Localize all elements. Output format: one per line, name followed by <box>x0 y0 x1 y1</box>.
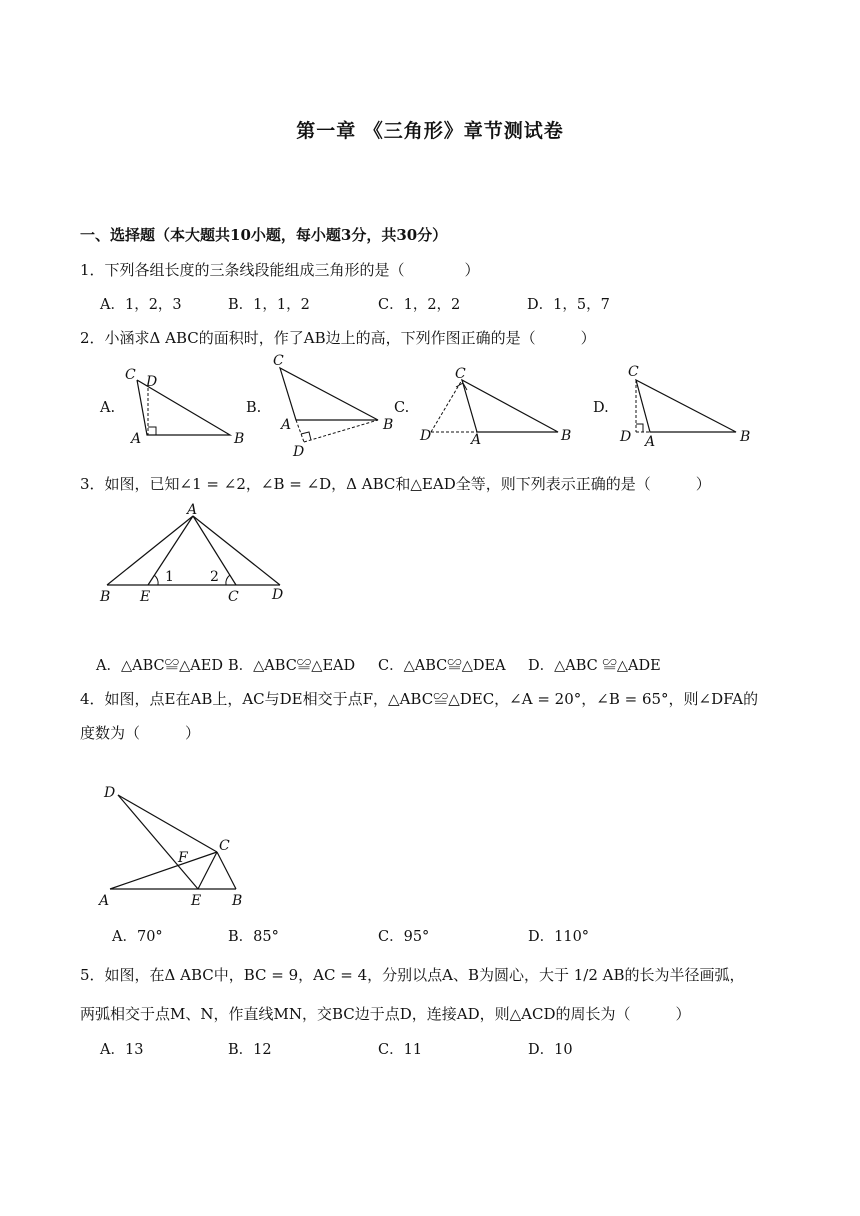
q5-option-c: C．11 <box>378 1042 423 1058</box>
q5-option-a: A．13 <box>100 1042 144 1058</box>
fig-label-d: D <box>620 429 632 445</box>
q1-option-c: C．1，2，2 <box>378 297 461 313</box>
q2-option-b-label: B. <box>246 400 262 416</box>
q3-option-a: A．△ABC≌△AED <box>96 658 223 674</box>
fig-label-d: D <box>293 444 305 460</box>
q4-option-b: B．85° <box>228 929 279 945</box>
fig-label-angle-2: 2 <box>210 569 219 585</box>
fig-label-d: D <box>146 374 158 390</box>
fig-label-c: C <box>628 364 639 380</box>
fig-label-angle-1: 1 <box>165 569 174 585</box>
q3-stem: 3．如图，已知∠1 = ∠2，∠B = ∠D，Δ ABC和△EAD全等，则下列表示正确的是（ ） <box>80 475 711 493</box>
q2-option-d-label: D. <box>593 400 609 416</box>
fig-label-c: C <box>219 838 230 854</box>
fig-label-f: F <box>178 850 188 866</box>
fig-label-b: B <box>100 589 111 605</box>
fig-label-c: C <box>228 589 239 605</box>
q2-option-c-label: C. <box>394 400 410 416</box>
section-heading: 一、选择题（本大题共10小题，每小题3分，共30分） <box>80 226 448 244</box>
q2-stem: 2．小涵求Δ ABC的面积时，作了AB边上的高，下列作图正确的是（ ） <box>80 329 596 347</box>
fig-label-d: D <box>104 785 116 801</box>
q5-option-b: B．12 <box>228 1042 272 1058</box>
fig-label-b: B <box>234 431 245 447</box>
q4-option-a: A．70° <box>112 929 163 945</box>
fig-label-a: A <box>99 893 110 909</box>
q4-stem-line1: 4．如图，点E在AB上，AC与DE相交于点F，△ABC≌△DEC，∠A = 20°，∠B = 65°，则∠DFA的 <box>80 690 759 708</box>
fig-label-c: C <box>455 366 466 382</box>
q1-stem: 1．下列各组长度的三条线段能组成三角形的是（ ） <box>80 261 480 279</box>
fig-label-d: D <box>420 428 432 444</box>
q4-option-c: C．95° <box>378 929 430 945</box>
fig-label-a: A <box>471 432 482 448</box>
fig-label-d: D <box>272 587 284 603</box>
fig-label-b: B <box>232 893 243 909</box>
fig-label-a: A <box>645 434 656 450</box>
fig-label-a: A <box>281 417 292 433</box>
fig-label-b: B <box>383 417 394 433</box>
fig-label-b: B <box>561 428 572 444</box>
q3-option-c: C．△ABC≌△DEA <box>378 658 506 674</box>
fig-label-a: A <box>187 502 198 518</box>
page-title: 第一章 《三角形》章节测试卷 <box>296 120 564 142</box>
q3-option-d: D．△ABC ≌△ADE <box>528 658 661 674</box>
q4-option-d: D．110° <box>528 929 590 945</box>
q3-option-b: B．△ABC≌△EAD <box>228 658 356 674</box>
fig-label-e: E <box>191 893 202 909</box>
fig-label-c: C <box>125 367 136 383</box>
fig-label-b: B <box>740 429 751 445</box>
q1-option-a: A．1，2，3 <box>100 297 182 313</box>
q2-option-a-label: A. <box>100 400 116 416</box>
q4-stem-line2: 度数为（ ） <box>80 724 201 742</box>
q5-stem-line1: 5．如图，在Δ ABC中，BC = 9，AC = 4，分别以点A、B为圆心，大于 1/2 AB的长为半径画弧， <box>80 966 745 984</box>
q5-option-d: D．10 <box>528 1042 573 1058</box>
q1-option-d: D．1，5，7 <box>527 297 610 313</box>
q1-option-b: B．1，1，2 <box>228 297 310 313</box>
fig-label-e: E <box>140 589 151 605</box>
fig-label-a: A <box>131 431 142 447</box>
fig-label-c: C <box>273 353 284 369</box>
q5-stem-line2: 两弧相交于点M、N，作直线MN，交BC边于点D，连接AD，则△ACD的周长为（ ） <box>80 1005 691 1023</box>
